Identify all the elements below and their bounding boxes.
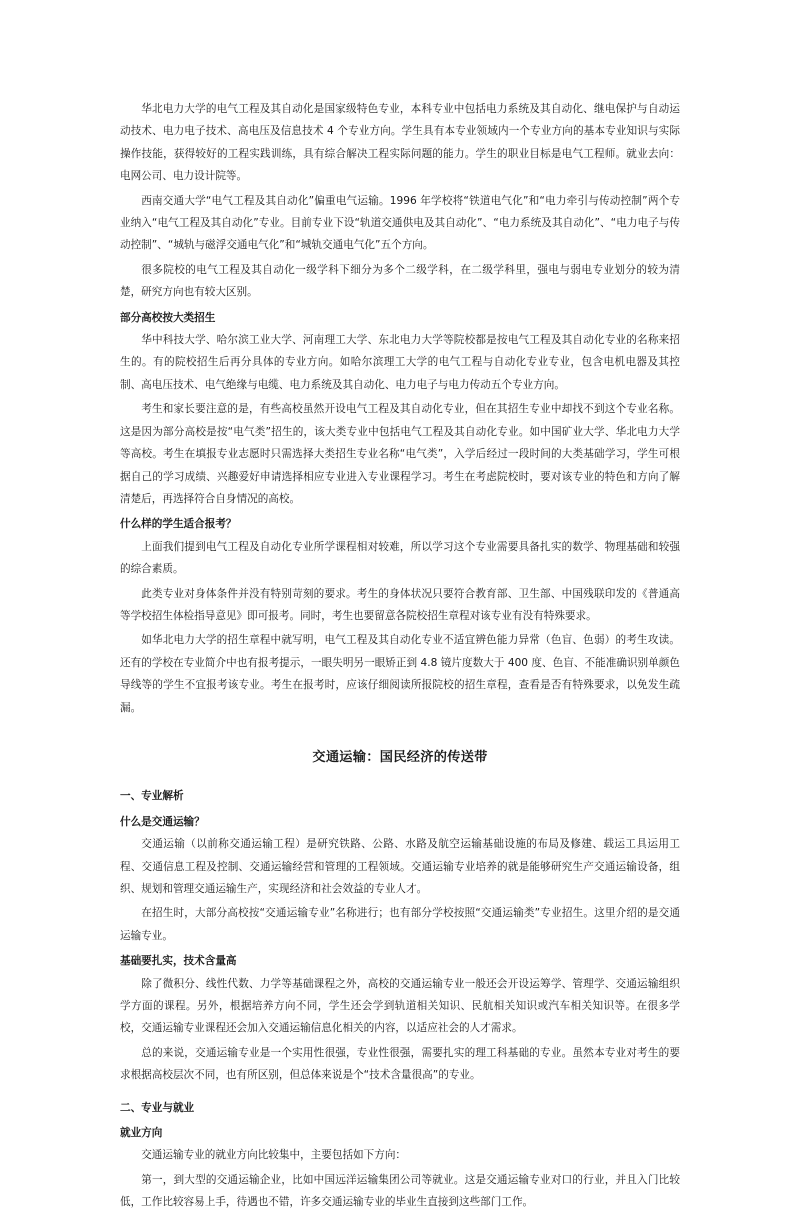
paragraph: 此类专业对身体条件并没有特别苛刻的要求。考生的身体状况只要符合教育部、卫生部、中国残联印发的《普通高等学校招生体检指导意见》即可报考。同时，考生也要留意各院校招生章程对该专业有没有特殊要求。 — [120, 587, 680, 622]
paragraph: 总的来说，交通运输专业是一个实用性很强，专业性很强，需要扎实的理工科基础的专业。虽然本专业对考生的要求根据高校层次不同，也有所区别，但总体来说是个“技术含量很高”的专业。 — [120, 1046, 680, 1082]
paragraph: 交通运输专业的就业方向比较集中，主要包括如下方向： — [141, 1149, 407, 1162]
section-heading: 一、专业解析 — [120, 790, 184, 803]
paragraph: 如华北电力大学的招生章程中就写明，电气工程及其自动化专业不适宜辨色能力异常（色盲、色弱）的考生攻读。还有的学校在专业简介中也有报考提示，一眼失明另一眼矫正到 4.8 镜片度数大于 400 度、色盲、不能准确识别单颜色导线等的学生不宜报考该专业。考生在报考时，应该仔细阅读所报院校的招生章程，查看是否有特殊要求，以免发生疏漏。 — [120, 634, 680, 714]
paragraph: 考生和家长要注意的是，有些高校虽然开设电气工程及其自动化专业，但在其招生专业中却找不到这个专业名称。这是因为部分高校是按“电气类”招生的，该大类专业中包括电气工程及其自动化专业。如中国矿业大学、华北电力大学等高校。考生在填报专业志愿时只需选择大类招生专业名称“电气类”，入学后经过一段时间的大类基础学习，学生可根据自己的学习成绩、兴趣爱好申请选择相应专业进入专业课程学习。考生在考虑院校时，要对该专业的特色和方向了解清楚后，再选择符合自身情况的高校。 — [120, 403, 680, 505]
section-heading: 二、专业与就业 — [120, 1101, 195, 1114]
paragraph: 在招生时，大部分高校按“交通运输专业”名称进行；也有部分学校按照“交通运输类”专业招生。这里介绍的是交通运输专业。 — [120, 907, 680, 942]
subheading: 基础要扎实，技术含量高 — [120, 955, 237, 968]
paragraph: 很多院校的电气工程及其自动化一级学科下细分为多个二级学科，在二级学科里，强电与弱电专业划分的较为清楚，研究方向也有较大区别。 — [120, 263, 680, 299]
subheading: 什么样的学生适合报考？ — [120, 518, 237, 531]
paragraph: 除了微积分、线性代数、力学等基础课程之外，高校的交通运输专业一般还会开设运筹学、管理学、交通运输组织学方面的课程。另外，根据培养方向不同，学生还会学到轨道相关知识、民航相关知识或汽车相关知识等。在很多学校，交通运输专业课程还会加入交通运输信息化相关的内容，以适应社会的人才需求。 — [120, 977, 680, 1035]
paragraph: 华北电力大学的电气工程及其自动化是国家级特色专业，本科专业中包括电力系统及其自动化、继电保护与自动运动技术、电力电子技术、高电压及信息技术 4 个专业方向。学生具有本专业领域内一个专业方向的基本专业知识与实际操作技能，获得较好的工程实践训练，具有综合解决工程实际问题的能力。学生的职业目标是电气工程师。就业去向：电网公司、电力设计院等。 — [120, 103, 680, 183]
subheading: 就业方向 — [120, 1127, 163, 1140]
subheading: 部分高校按大类招生 — [120, 311, 216, 324]
paragraph: 上面我们提到电气工程及自动化专业所学课程相对较难，所以学习这个专业需要具备扎实的数学、物理基础和较强的综合素质。 — [120, 540, 680, 576]
paragraph: 西南交通大学“电气工程及其自动化”偏重电气运输。1996 年学校将“铁道电气化”和“电力牵引与传动控制”两个专业纳入“电气工程及其自动化”专业。目前专业下设“轨道交通供电及其自动化”、“电力系统及其自动化”、“电力电子与传动控制”、“城轨与磁浮交通电气化”和“城轨交通电气化”五个方向。 — [120, 194, 680, 252]
document-page — [120, 98, 680, 1214]
paragraph: 第一，到大型的交通运输企业，比如中国远洋运输集团公司等就业。这是交通运输专业对口的行业，并且入门比较低，工作比较容易上手，待遇也不错，许多交通运输专业的毕业生直接到这些部门工作。 — [120, 1173, 680, 1209]
subheading: 什么是交通运输？ — [120, 815, 205, 828]
paragraph: 华中科技大学、哈尔滨工业大学、河南理工大学、东北电力大学等院校都是按电气工程及其自动化专业的名称来招生的。有的院校招生后再分具体的专业方向。如哈尔滨理工大学的电气工程与自动化专业专业，包含电机电器及其控制、高电压技术、电气绝缘与电缆、电力系统及其自动化、电力电子与电力传动五个专业方向。 — [120, 334, 680, 391]
section-title: 交通运输：国民经济的传送带 — [312, 749, 488, 765]
paragraph: 交通运输（以前称交通运输工程）是研究铁路、公路、水路及航空运输基础设施的布局及修建、载运工具运用工程、交通信息工程及控制、交通运输经营和管理的工程领域。交通运输专业培养的就是能够研究生产交通运输设备，组织、规划和管理交通运输生产，实现经济和社会效益的专业人才。 — [120, 838, 680, 895]
